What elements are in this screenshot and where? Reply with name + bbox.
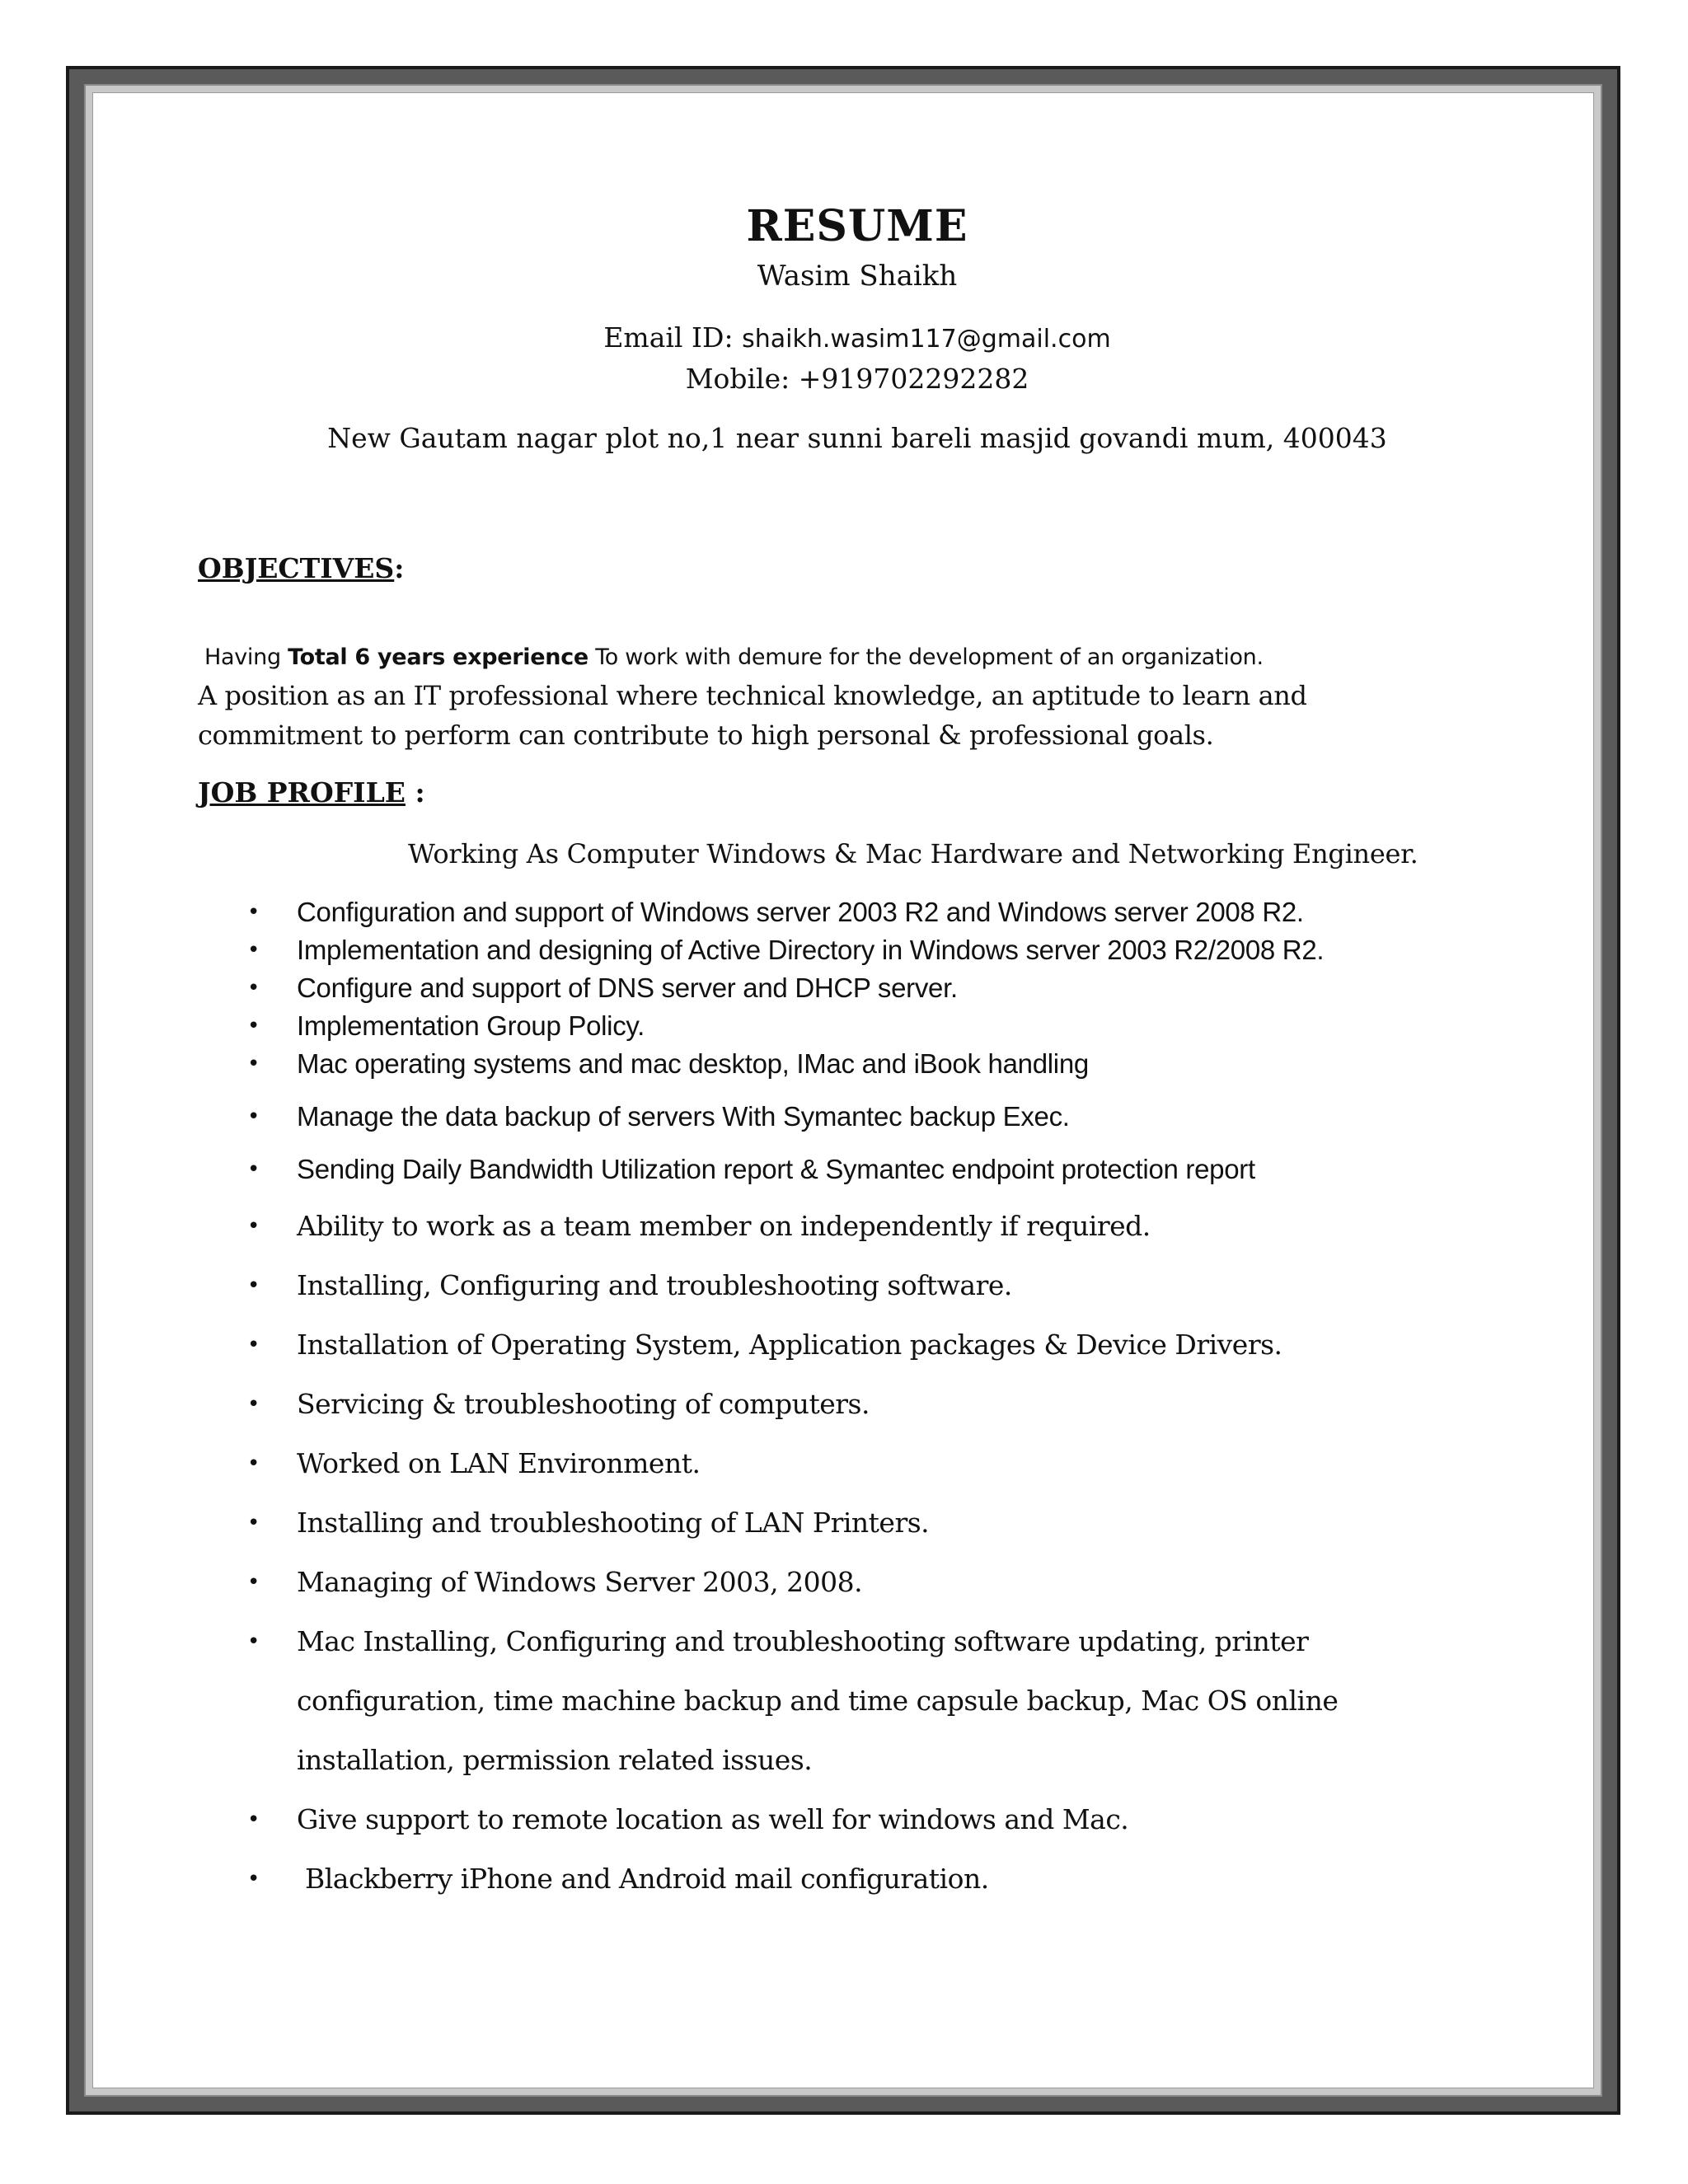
email-line <box>198 318 1517 359</box>
list-item: • Installing, Configuring and troubleshooting software. <box>198 1256 1517 1315</box>
list-item: • Configure and support of DNS server and DHCP server. <box>198 969 1517 1007</box>
objectives-heading-colon: : <box>394 552 405 584</box>
list-item: • Mac operating systems and mac desktop, IMac and iBook handling <box>198 1045 1517 1083</box>
bullet-icon: • <box>247 1570 260 1595</box>
list-item: • Manage the data backup of servers With Symantec backup Exec. <box>198 1098 1517 1136</box>
bullet-icon: • <box>247 1807 260 1832</box>
list-item-continuation: configuration, time machine backup and time capsule backup, Mac OS online <box>297 1685 1339 1717</box>
bullet-icon: • <box>247 938 260 963</box>
list-item: • Installing and troubleshooting of LAN Printers. <box>198 1493 1517 1553</box>
objective-line-3: commitment to perform can contribute to high personal & professional goals. <box>198 719 1214 751</box>
job-profile-heading-colon: : <box>405 776 425 808</box>
list-item: • Give support to remote location as well for windows and Mac. <box>198 1790 1517 1849</box>
objective-suffix: To work with demure for the development of an organization. <box>588 644 1264 670</box>
resume-content <box>198 198 1517 1909</box>
list-item: • Installation of Operating System, Application packages & Device Drivers. <box>198 1315 1517 1375</box>
bullet-icon: • <box>247 1511 260 1535</box>
objectives-heading <box>198 549 1517 588</box>
experience-highlight: Total 6 years experience <box>288 644 588 670</box>
job-profile-heading <box>198 773 1517 813</box>
email-value: shaikh.wasim117@gmail.com <box>742 325 1111 354</box>
mobile-number: Mobile: +919702292282 <box>685 363 1029 395</box>
list-item: • Configuration and support of Windows server 2003 R2 and Windows server 2008 R2. <box>198 893 1517 931</box>
list-item: • Servicing & troubleshooting of computers. <box>198 1375 1517 1434</box>
candidate-name: Wasim Shaikh <box>757 260 958 293</box>
list-item: • Sending Daily Bandwidth Utilization report & Symantec endpoint protection report <box>198 1151 1517 1188</box>
objective-prefix: Having <box>204 644 288 670</box>
job-role: Working As Computer Windows & Mac Hardware and Networking Engineer. <box>408 838 1418 869</box>
email-label: Email ID: <box>603 321 743 354</box>
address: New Gautam nagar plot no,1 near sunni bareli masjid govandi mum, 400043 <box>327 422 1387 454</box>
objective-line-2: A position as an IT professional where technical knowledge, an aptitude to learn and <box>198 680 1307 711</box>
bullet-icon: • <box>247 1629 260 1654</box>
bullet-icon: • <box>247 1451 260 1476</box>
resume-header <box>198 198 1517 458</box>
bullet-icon: • <box>247 1333 260 1357</box>
resume-title: RESUME <box>746 201 968 251</box>
list-item: • Ability to work as a team member on independently if required. <box>198 1197 1517 1256</box>
bullet-icon: • <box>247 1014 260 1038</box>
list-item: • Managing of Windows Server 2003, 2008. <box>198 1553 1517 1612</box>
list-item: • Implementation Group Policy. <box>198 1007 1517 1045</box>
list-item-continuation: installation, permission related issues. <box>297 1744 813 1776</box>
bullet-icon: • <box>247 1052 260 1076</box>
job-profile-heading-text: JOB PROFILE <box>198 776 406 808</box>
bullet-icon: • <box>247 1157 260 1182</box>
job-profile-list <box>198 893 1517 1909</box>
bullet-icon: • <box>247 976 260 1001</box>
objective-line-1 <box>198 640 1517 676</box>
bullet-icon: • <box>247 1273 260 1298</box>
objectives-heading-text: OBJECTIVES <box>198 552 395 584</box>
bullet-icon: • <box>247 1867 260 1891</box>
bullet-icon: • <box>247 1214 260 1239</box>
bullet-icon: • <box>247 900 260 925</box>
list-item: • Blackberry iPhone and Android mail configuration. <box>198 1849 1517 1909</box>
bullet-icon: • <box>247 1392 260 1417</box>
list-item: • Implementation and designing of Active Directory in Windows server 2003 R2/2008 R2. <box>198 931 1517 969</box>
list-item: • Mac Installing, Configuring and troubleshooting software updating, printer <box>198 1612 1517 1671</box>
bullet-icon: • <box>247 1104 260 1129</box>
list-item: • Worked on LAN Environment. <box>198 1434 1517 1493</box>
